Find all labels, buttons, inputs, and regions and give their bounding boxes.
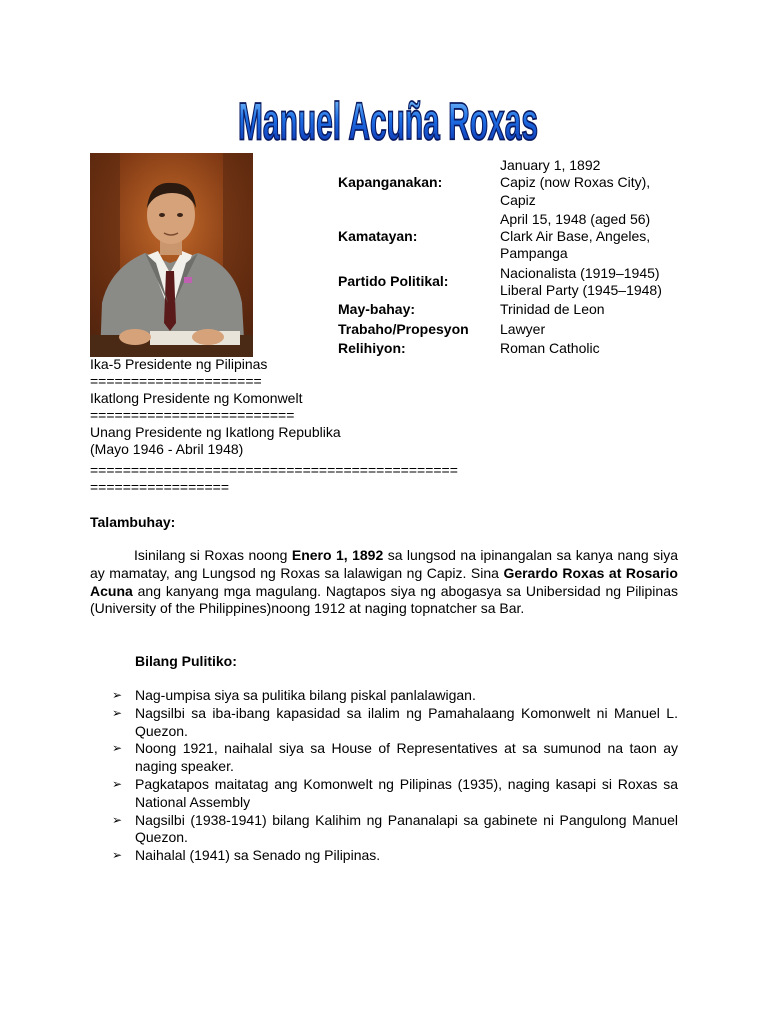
talambuhay-heading: Talambuhay: [90,514,176,530]
info-value-line: ============================================= [90,462,458,478]
info-row-birth [338,157,683,209]
info-row-party [338,265,683,300]
parents-highlight: Gerardo Roxas at Rosario Acuna [90,564,678,599]
info-table [338,157,683,359]
info-value-line: Nacionalista (1919–1945) [500,264,660,281]
info-value [500,265,670,300]
info-value-line: Capiz (now Roxas City), Capiz [500,174,651,208]
info-value-line: ================= [90,479,229,495]
page-title: Manuel Acuña Roxas [237,91,538,152]
list-item: ➢ Nagsilbi (1938-1941) bilang Kalihim ng Pananalapi sa gabinete ni Pangulong Manuel Quezon. [112,811,678,846]
political-career-list [112,687,678,865]
arrow-bullet-icon: ➢ [112,848,123,863]
arrow-bullet-icon: ➢ [112,776,123,791]
info-value: Trinidad de Leon [500,301,605,318]
caption-line: Unang Presidente ng Ikatlong Republika [90,424,341,440]
info-label: Relihiyon: [338,339,406,356]
info-label: Kamatayan: [338,228,418,245]
info-label: Kapanganakan: [338,174,443,191]
bilang-pulitiko-heading: Bilang Pulitiko: [135,653,237,669]
arrow-bullet-icon: ➢ [112,812,123,827]
info-value-line: April 15, 1948 (aged 56) [500,210,651,227]
president-caption [90,356,390,458]
info-value-line [500,265,670,300]
info-label: Partido Politikal: [338,273,449,290]
info-value-line: Liberal Party (1945–1948) [500,282,662,299]
caption-separator: ===================== [90,373,262,389]
info-value [500,157,670,209]
info-value-line [500,211,670,263]
info-value: Roman Catholic [500,339,600,356]
info-label: Trabaho/Propesyon [338,320,469,337]
list-item: ➢ Noong 1921, naihalal siya sa House of Representatives at sa sumunod na taon ay naging speaker. [112,740,678,775]
paragraph-text: ang kanyang mga magulang. Nagtapos siya ng abogasya sa Unibersidad ng Pilipinas (University of the Philippines)noong 1912 at naging topnatcher sa Bar. [90,582,678,617]
info-value-line: Clark Air Base, Angeles, Pampanga [500,228,651,262]
info-label: May-bahay: [338,301,416,318]
paragraph-text: Isinilang si Roxas noong [134,547,292,563]
arrow-bullet-icon: ➢ [112,688,123,702]
title-wordart-svg [232,90,544,152]
caption-line: (Mayo 1946 - Abril 1948) [90,441,244,457]
arrow-bullet-icon: ➢ [112,741,123,756]
list-item: ➢ Nagsilbi sa iba-ibang kapasidad sa ilalim ng Pamahalaang Komonwelt ni Manuel L. Quezon. [112,704,678,739]
title-wordart [232,90,544,152]
info-value-line [500,157,670,209]
info-value-line: January 1, 1892 [500,157,601,173]
portrait-photo [90,153,253,357]
info-row-religion [338,340,683,357]
info-value [500,211,670,263]
list-item: ➢ Naihalal (1941) sa Senado ng Pilipinas. [112,847,381,864]
info-value: Lawyer [500,320,546,337]
section-separator [90,462,680,496]
info-row-spouse [338,301,683,318]
biography-paragraph [90,547,678,618]
info-row-death [338,211,683,263]
caption-separator: ========================= [90,407,295,423]
list-item: ➢ Pagkatapos maitatag ang Komonwelt ng Pilipinas (1935), naging kasapi si Roxas sa National Assembly [112,775,678,810]
birth-date-highlight: Enero 1, 1892 [291,547,384,563]
paragraph-text: sa lungsod na ipinangalan sa kanya nang siya ay mamatay, ang Lungsod ng Roxas sa lalawigan ng Capiz. Sina [90,547,678,581]
info-row-profession [338,321,683,338]
list-item: ➢ Nag-umpisa siya sa pulitika bilang piskal panlalawigan. [112,687,476,703]
arrow-bullet-icon: ➢ [112,705,123,720]
caption-line: Ikatlong Presidente ng Komonwelt [90,390,303,406]
caption-line: Ika-5 Presidente ng Pilipinas [90,356,268,372]
